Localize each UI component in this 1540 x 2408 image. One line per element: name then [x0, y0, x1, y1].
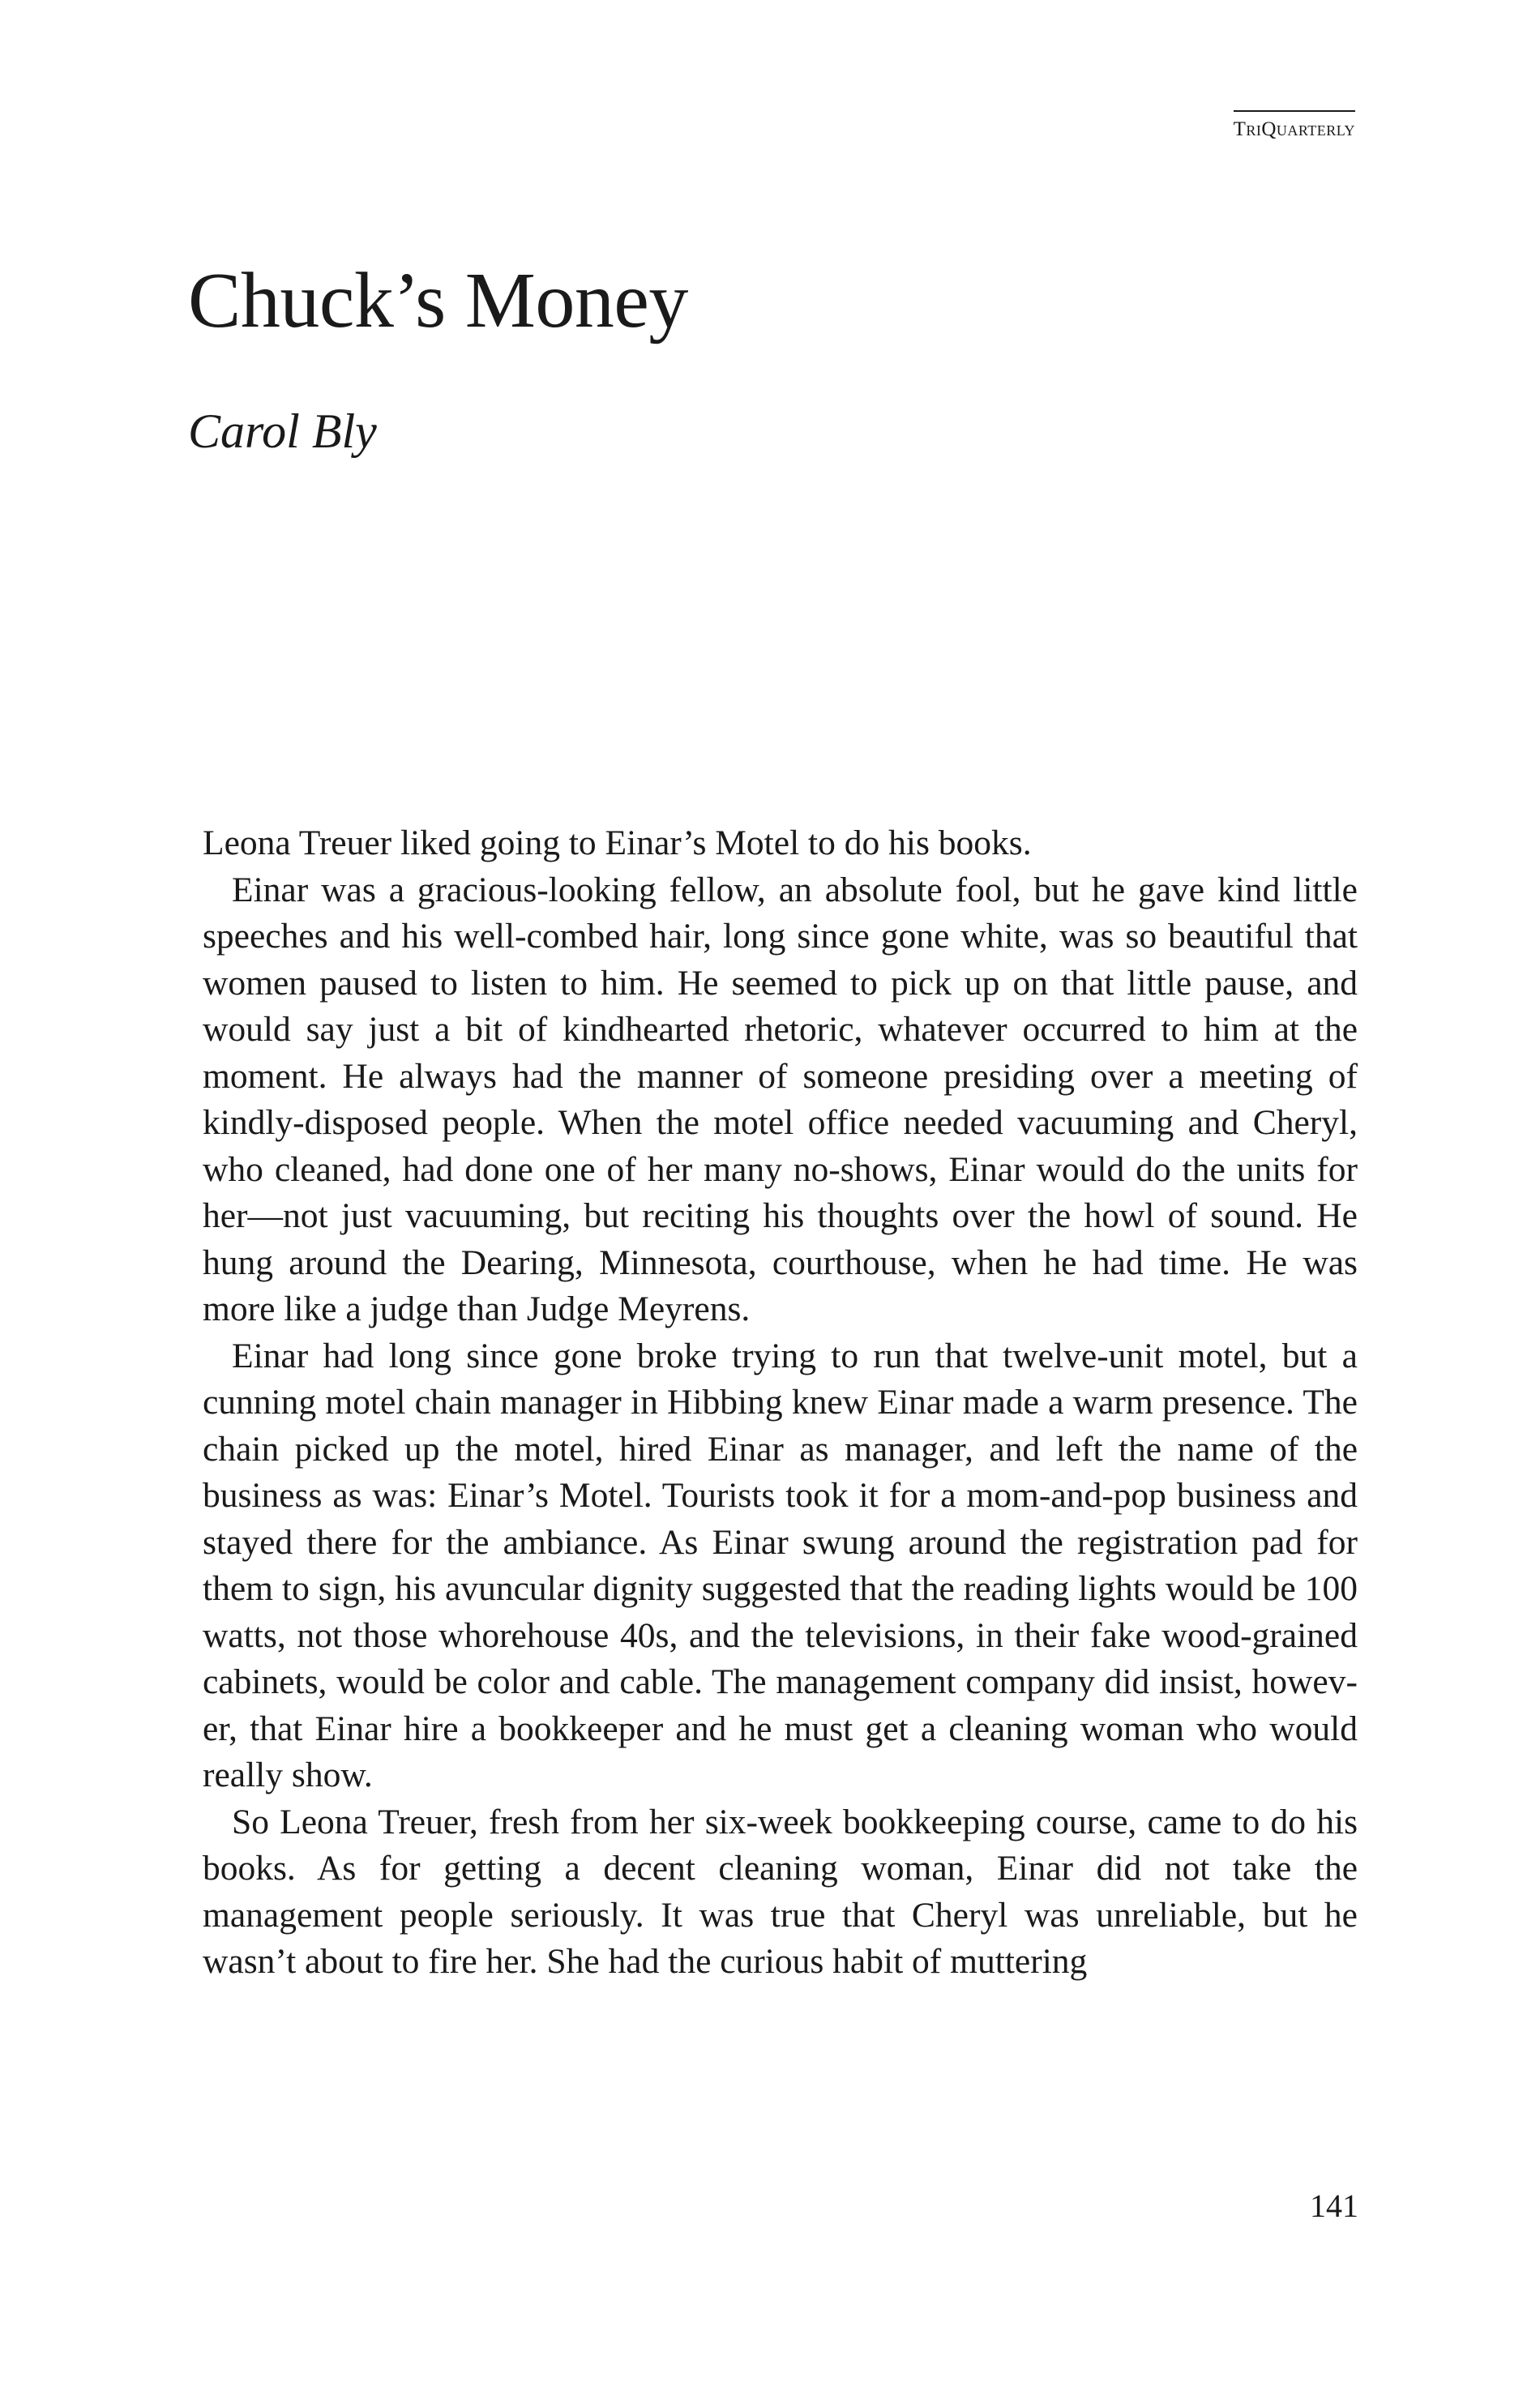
paragraph-2: Einar was a gracious-looking fellow, an absolute fool, but he gave kind little speeches and his well-combed hair, long since gone white, was so beautiful that women paused to listen to him. He seemed to pick up on that little pause, and would say just a bit of kindhearted rhetoric, whatever occurred to him at the moment. He always had the manner of someone presiding over a meeting of kindly-disposed people. When the motel office needed vacuuming and Cheryl, who cleaned, had done one of her many no-shows, Einar would do the units for her—not just vacuuming, but reciting his thoughts over the howl of sound. He hung around the Dearing, Minnesota, courthouse, when he had time. He was more like a judge than Judge Meyrens.: [203, 870, 1358, 1328]
story-title: Chuck’s Money: [188, 257, 688, 344]
paragraph-3: Einar had long since gone broke trying to run that twelve-unit motel, but a cunning motel chain manager in Hibbing knew Einar made a warm presence. The chain picked up the motel, hired Einar as manager, and left the name of the business as was: Einar’s Motel. Tourists took it for a mom-and-pop business and stayed there for the ambiance. As Einar swung around the registration pad for them to sign, his avuncular dignity suggested that the reading lights would be 100 watts, not those whorehouse 40s, and the televisions, in their fake wood-grained cabinets, would be color and cable. The management company did insist, however, that Einar hire a bookkeeper and he must get a cleaning woman who would really show.: [203, 1336, 1358, 1794]
story-body: [203, 820, 1358, 1986]
running-head: TriQuarterly: [1234, 110, 1355, 141]
paragraph-1: Leona Treuer liked going to Einar’s Motel to do his books.: [203, 823, 1032, 862]
story-author: Carol Bly: [188, 404, 377, 458]
page-number: 141: [1310, 2188, 1358, 2224]
paragraph-4: So Leona Treuer, fresh from her six-week bookkeeping course, came to do his books. As for getting a decent cleaning woman, Einar did not take the management people seriously. It was true that Cheryl was unreliable, but he wasn’t about to fire her. She had the curious habit of muttering: [203, 1802, 1358, 1981]
